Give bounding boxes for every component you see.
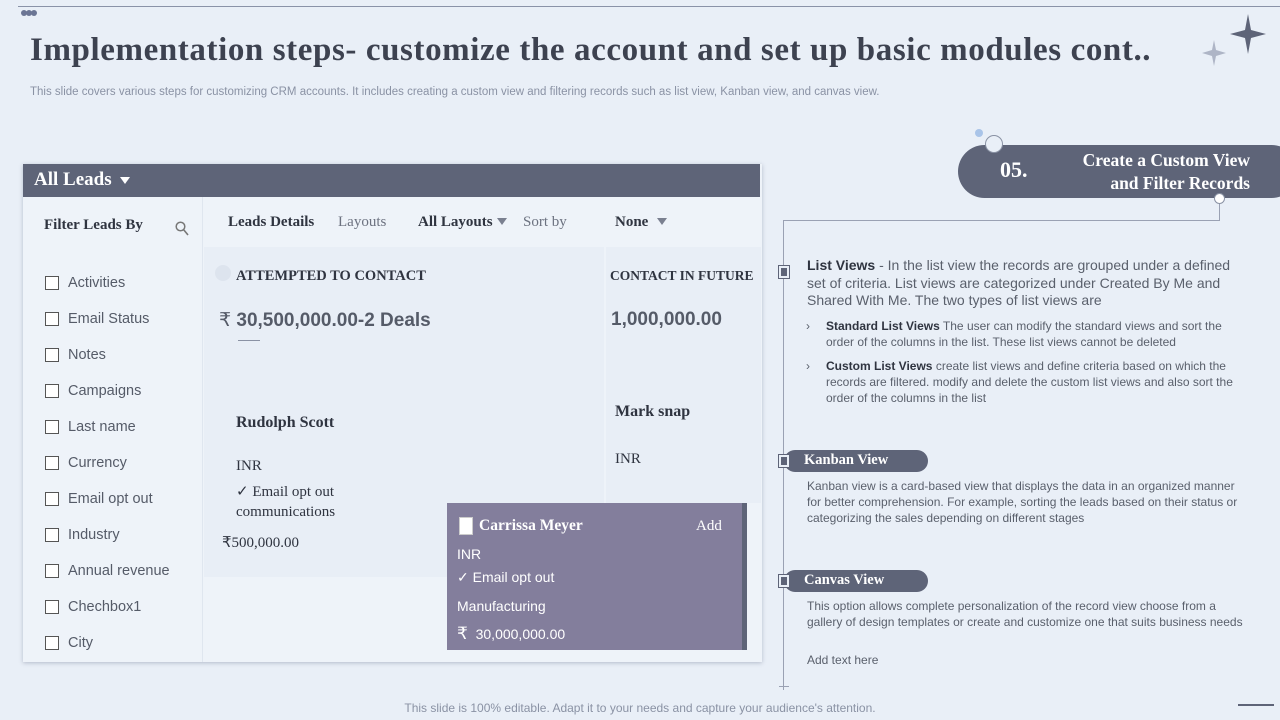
list-views-desc: - In the list view the records are grouped under a defined set of criteria. List views are categorized under Created By Me and Shared With Me. The two types of list views are bbox=[807, 257, 1231, 308]
attempted-amount bbox=[219, 309, 431, 332]
filter-column bbox=[23, 197, 203, 662]
lead-currency-2: INR bbox=[615, 451, 641, 467]
filter-label: Last name bbox=[68, 419, 136, 435]
bullet-standard bbox=[806, 318, 1246, 350]
all-leads-header[interactable] bbox=[23, 164, 760, 197]
filter-checkbox[interactable] bbox=[45, 348, 59, 362]
sparkle-icon bbox=[1198, 12, 1270, 70]
search-icon[interactable] bbox=[175, 221, 189, 237]
sort-none-label: None bbox=[615, 214, 649, 230]
filter-item[interactable] bbox=[45, 598, 141, 616]
card-add-button[interactable]: Add bbox=[696, 518, 722, 534]
filter-title: Filter Leads By bbox=[44, 217, 143, 233]
column-toggle[interactable] bbox=[215, 265, 231, 281]
filter-item[interactable] bbox=[45, 274, 125, 292]
filter-item[interactable] bbox=[45, 634, 93, 652]
future-amount: 1,000,000.00 bbox=[611, 309, 722, 330]
all-layouts-dropdown[interactable] bbox=[418, 214, 508, 231]
chevron-right-icon: › bbox=[806, 319, 810, 333]
caret-down-icon bbox=[119, 175, 131, 185]
sort-by-label: Sort by bbox=[523, 214, 567, 230]
page-title: Implementation steps- customize the account and set up basic modules cont.. bbox=[30, 32, 1152, 68]
lead-value-text: 500,000.00 bbox=[231, 535, 300, 551]
rupee-icon: ₹ bbox=[222, 535, 232, 551]
filter-label: Campaigns bbox=[68, 383, 142, 399]
filter-label: Email opt out bbox=[68, 491, 153, 507]
filter-item[interactable] bbox=[45, 526, 120, 544]
bullet-custom bbox=[806, 358, 1246, 406]
all-leads-label: All Leads bbox=[34, 169, 112, 190]
caret-down-icon bbox=[656, 217, 668, 226]
filter-checkbox[interactable] bbox=[45, 312, 59, 326]
column-heading-future: CONTACT IN FUTURE bbox=[610, 268, 754, 283]
check-icon: ✓ bbox=[236, 484, 249, 500]
sort-none-dropdown[interactable] bbox=[615, 214, 668, 231]
card-value-text: 30,000,000.00 bbox=[475, 626, 566, 642]
card-name: Carrissa Meyer bbox=[479, 517, 583, 534]
filter-item[interactable] bbox=[45, 310, 149, 328]
card-opt-out bbox=[457, 569, 554, 586]
top-dots bbox=[21, 3, 36, 21]
filter-label: Industry bbox=[68, 527, 120, 543]
filter-item[interactable] bbox=[45, 346, 106, 364]
lead-currency: INR bbox=[236, 458, 262, 474]
filter-checkbox[interactable] bbox=[45, 456, 59, 470]
filter-label: Currency bbox=[68, 455, 127, 471]
filter-checkbox[interactable] bbox=[45, 384, 59, 398]
filter-checkbox[interactable] bbox=[45, 420, 59, 434]
check-icon: ✓ bbox=[457, 569, 469, 585]
canvas-desc: This option allows complete personalization of the record view choose from a gallery of design templates or create and customize one that suits business needs bbox=[807, 599, 1243, 629]
filter-checkbox[interactable] bbox=[45, 564, 59, 578]
filter-label: City bbox=[68, 635, 93, 651]
lead-opt-out-text: Email opt out bbox=[252, 484, 334, 500]
filter-checkbox[interactable] bbox=[45, 600, 59, 614]
add-text-placeholder[interactable]: Add text here bbox=[807, 653, 879, 667]
step-title bbox=[1050, 149, 1250, 195]
filter-item[interactable] bbox=[45, 454, 127, 472]
caret-down-icon bbox=[496, 217, 508, 226]
card-opt-out-text: Email opt out bbox=[472, 569, 555, 585]
bullet-standard-text: The user can modify the standard views and sort the order of the columns in the list. These list views cannot be deleted bbox=[826, 319, 1222, 349]
tab-layouts[interactable]: Layouts bbox=[338, 214, 387, 230]
list-views-term: List Views bbox=[807, 257, 876, 273]
filter-checkbox[interactable] bbox=[45, 636, 59, 650]
card-value bbox=[457, 624, 565, 644]
card-checkbox[interactable] bbox=[459, 517, 473, 535]
page-subtitle: This slide covers various steps for customizing CRM accounts. It includes creating a custom view and filtering records such as list view, Kanban view, and canvas view. bbox=[30, 86, 880, 98]
timeline-marker bbox=[779, 266, 789, 278]
all-layouts-label: All Layouts bbox=[418, 214, 493, 230]
lead-name[interactable]: Rudolph Scott bbox=[236, 414, 335, 431]
kanban-desc: Kanban view is a card-based view that displays the data in an organized manner for better comprehension. For example, sorting the leads based on their status or categorizing the sales depending on different stages bbox=[807, 479, 1238, 525]
decor-ring bbox=[985, 135, 1003, 153]
card-currency: INR bbox=[457, 546, 482, 562]
canvas-view-pill: Canvas View bbox=[784, 570, 928, 592]
filter-checkbox[interactable] bbox=[45, 492, 59, 506]
timeline-hline bbox=[783, 220, 1220, 221]
lead-name-2[interactable]: Mark snap bbox=[615, 403, 691, 420]
step-title-line2: and Filter Records bbox=[1110, 173, 1250, 193]
footer-dash bbox=[1238, 704, 1274, 706]
rupee-icon: ₹ bbox=[457, 624, 468, 643]
lead-card-carrissa[interactable] bbox=[447, 503, 747, 650]
filter-label: Notes bbox=[68, 347, 106, 363]
bullet-standard-term: Standard List Views bbox=[826, 319, 940, 333]
filter-item[interactable] bbox=[45, 562, 170, 580]
filter-item[interactable] bbox=[45, 418, 136, 436]
decor-dot bbox=[975, 129, 983, 137]
filter-checkbox[interactable] bbox=[45, 276, 59, 290]
attempted-amount-value: 30,500,000.00-2 Deals bbox=[236, 310, 431, 331]
bullet-custom-term: Custom List Views bbox=[826, 359, 933, 373]
lead-opt-out-2: communications bbox=[236, 504, 336, 520]
lead-opt-out bbox=[236, 482, 334, 501]
step-title-line1: Create a Custom View bbox=[1082, 150, 1250, 170]
chevron-right-icon: › bbox=[806, 359, 810, 373]
timeline-marker bbox=[779, 575, 789, 587]
kanban-view-pill: Kanban View bbox=[784, 450, 928, 472]
list-views-paragraph bbox=[807, 257, 1247, 310]
tab-leads-details[interactable]: Leads Details bbox=[228, 214, 315, 230]
filter-label: Activities bbox=[68, 275, 126, 291]
divider bbox=[238, 340, 260, 341]
filter-item[interactable] bbox=[45, 382, 141, 400]
column-heading-attempted: ATTEMPTED TO CONTACT bbox=[236, 268, 426, 284]
filter-label: Email Status bbox=[68, 311, 150, 327]
filter-checkbox[interactable] bbox=[45, 528, 59, 542]
connector-node bbox=[1214, 193, 1225, 204]
filter-label: Chechbox1 bbox=[68, 599, 142, 615]
timeline-marker bbox=[779, 455, 789, 467]
filter-item[interactable] bbox=[45, 490, 153, 508]
bullet-custom-text: create list views and define criteria based on which the records are filtered. modify and delete the custom list views and also sort the order of the columns in the list bbox=[826, 359, 1233, 405]
timeline-end bbox=[779, 686, 789, 687]
card-industry: Manufacturing bbox=[457, 598, 546, 614]
filter-label: Annual revenue bbox=[68, 563, 170, 579]
rupee-icon: ₹ bbox=[219, 310, 232, 331]
lead-value bbox=[222, 533, 299, 552]
footer-note: This slide is 100% editable. Adapt it to your needs and capture your audience's attention. bbox=[404, 701, 876, 715]
step-number: 05. bbox=[1000, 157, 1028, 182]
top-rule bbox=[18, 6, 1280, 7]
